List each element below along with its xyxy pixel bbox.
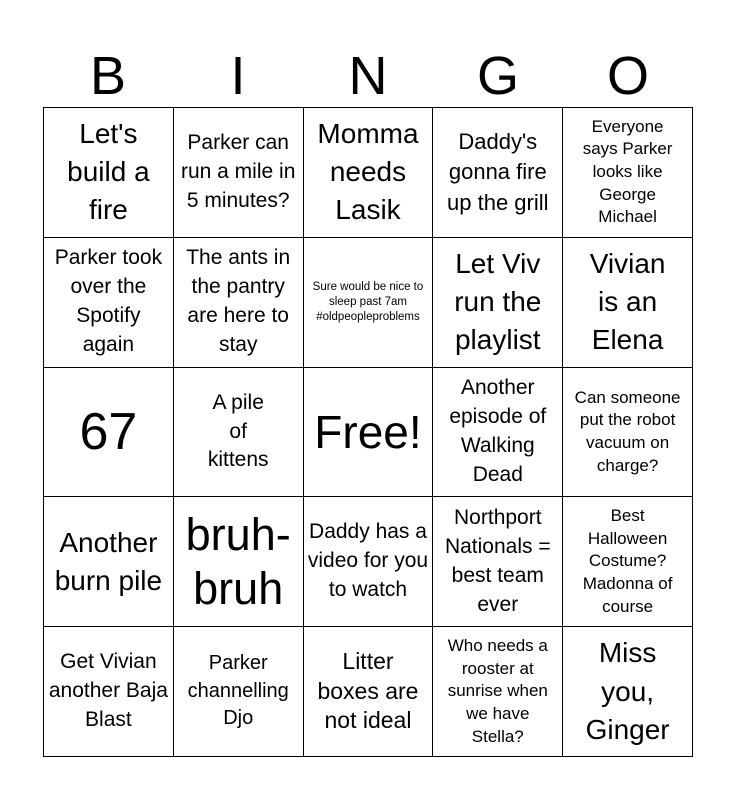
cell-text: Best Halloween Costume? Madonna of course xyxy=(582,506,673,616)
cell-text: Miss you, Ginger xyxy=(585,637,670,745)
header-letter-g: G xyxy=(476,46,519,106)
bingo-cell[interactable] xyxy=(174,238,304,368)
header-letter-b: B xyxy=(89,46,127,106)
bingo-cell[interactable] xyxy=(563,108,693,238)
bingo-cell[interactable] xyxy=(304,497,434,627)
bingo-cell[interactable] xyxy=(433,238,563,368)
bingo-cell[interactable] xyxy=(304,368,434,498)
cell-text: Another episode of Walking Dead xyxy=(449,376,547,486)
bingo-cell[interactable] xyxy=(44,627,174,757)
bingo-cell[interactable] xyxy=(433,108,563,238)
bingo-cell[interactable] xyxy=(433,627,563,757)
bingo-grid xyxy=(43,107,693,757)
bingo-cell[interactable] xyxy=(44,497,174,627)
cell-text: Daddy's gonna fire up the grill xyxy=(447,128,549,215)
bingo-cell[interactable] xyxy=(563,627,693,757)
cell-text: The ants in the pantry are here to stay xyxy=(186,246,291,357)
cell-text: 67 xyxy=(79,402,138,461)
bingo-header xyxy=(43,46,693,106)
header-letter-i: I xyxy=(230,46,246,106)
bingo-cell[interactable] xyxy=(174,368,304,498)
bingo-cell[interactable] xyxy=(174,108,304,238)
cell-text: Parker channelling Djo xyxy=(187,652,289,730)
cell-text: Get Vivian another Baja Blast xyxy=(48,650,168,732)
bingo-cell[interactable] xyxy=(563,238,693,368)
bingo-cell[interactable] xyxy=(563,368,693,498)
bingo-cell[interactable] xyxy=(563,497,693,627)
header-letter-n: N xyxy=(348,46,388,106)
bingo-cell[interactable] xyxy=(433,497,563,627)
cell-text: Everyone says Parker looks like George Michael xyxy=(582,116,673,227)
bingo-cell[interactable] xyxy=(304,238,434,368)
cell-text: Another burn pile xyxy=(54,526,163,596)
bingo-cell[interactable] xyxy=(44,108,174,238)
cell-text: Free! xyxy=(314,405,422,458)
cell-text: bruh-bruh xyxy=(185,508,291,614)
cell-text: Northport Nationals = best team ever xyxy=(444,505,551,616)
cell-text: Vivian is an Elena xyxy=(589,248,666,356)
cell-text: Let's build a fire xyxy=(67,118,150,226)
bingo-cell[interactable] xyxy=(174,497,304,627)
header-letter-o: O xyxy=(606,46,649,106)
cell-text: Sure would be nice to sleep past 7am #oldpeopleproblems xyxy=(312,280,424,323)
cell-text: Parker can run a mile in 5 minutes? xyxy=(180,130,296,212)
cell-text: Let Viv run the playlist xyxy=(454,248,542,356)
cell-text: A pile of kittens xyxy=(207,390,269,472)
bingo-cell[interactable] xyxy=(304,627,434,757)
bingo-cell[interactable] xyxy=(174,627,304,757)
bingo-cell[interactable] xyxy=(44,238,174,368)
bingo-cell[interactable] xyxy=(44,368,174,498)
cell-text: Daddy has a video for you to watch xyxy=(307,520,429,602)
bingo-cell[interactable] xyxy=(433,368,563,498)
cell-text: Who needs a rooster at sunrise when we have Stella? xyxy=(447,636,548,746)
cell-text: Can someone put the robot vacuum on charge? xyxy=(574,387,681,475)
cell-text: Momma needs Lasik xyxy=(317,118,419,226)
cell-text: Litter boxes are not ideal xyxy=(317,648,419,734)
cell-text: Parker took over the Spotify again xyxy=(54,246,163,357)
bingo-cell[interactable] xyxy=(304,108,434,238)
